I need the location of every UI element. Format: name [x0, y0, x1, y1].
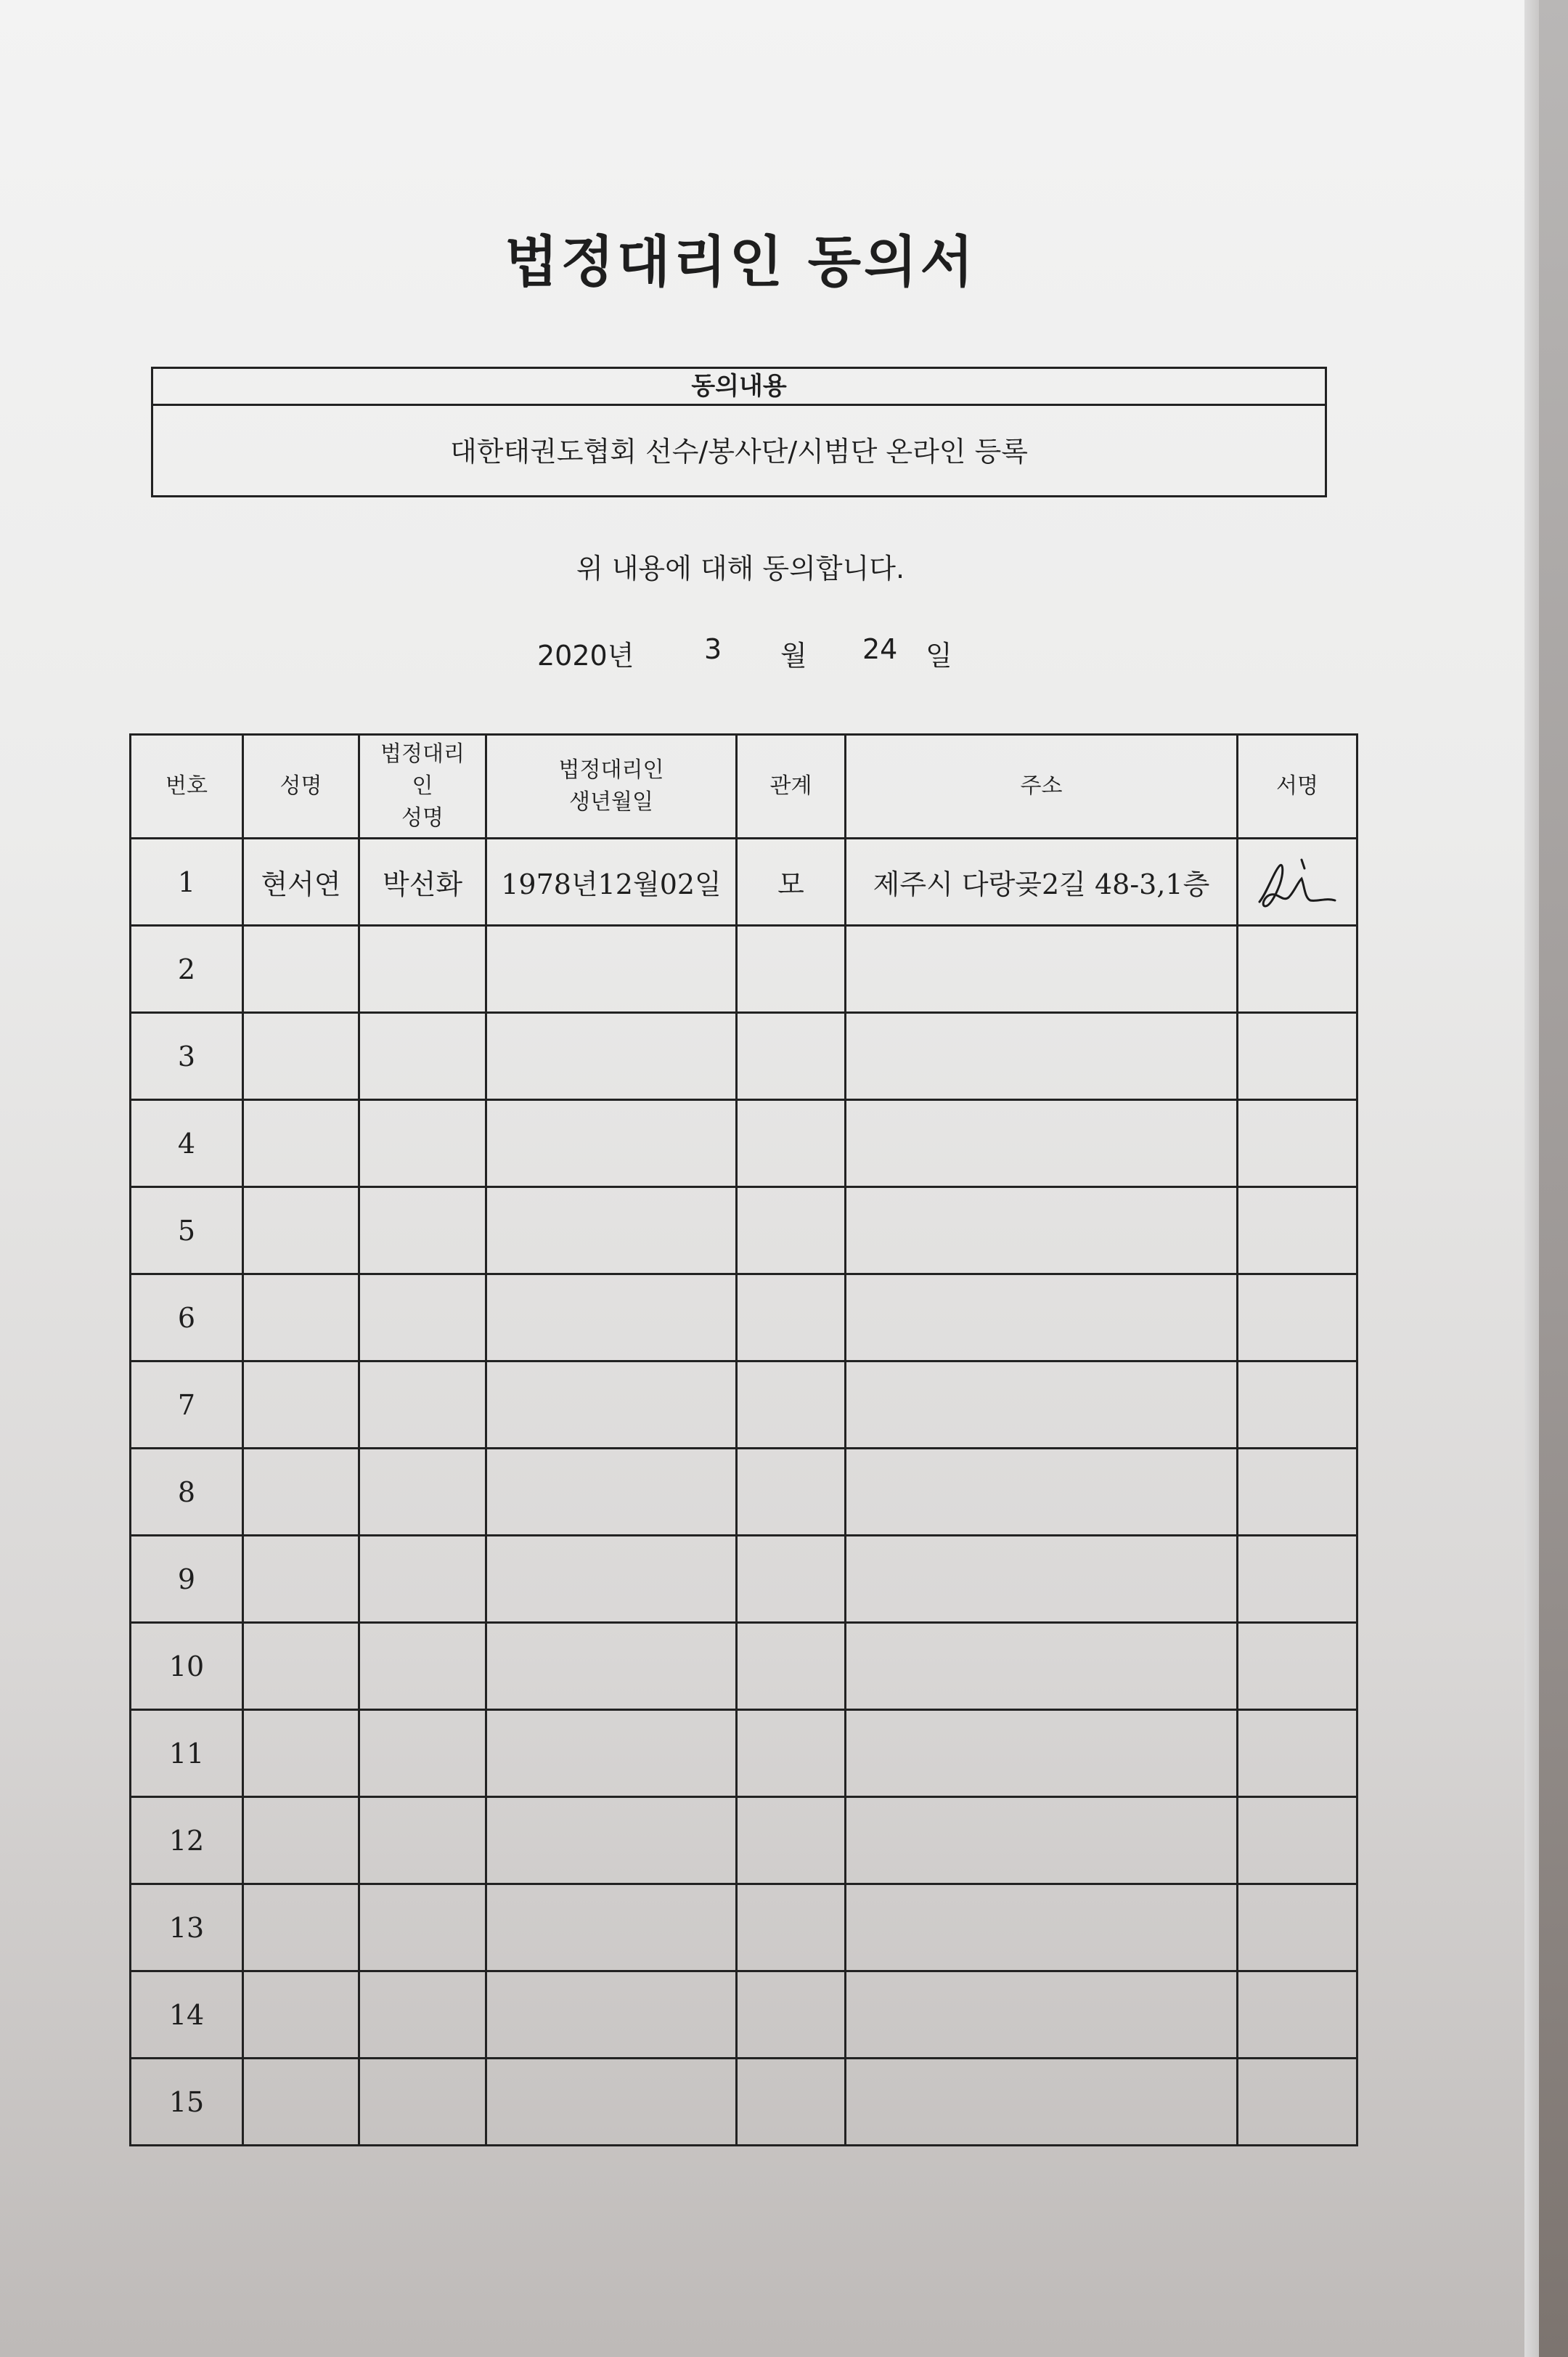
table-row — [131, 1710, 1357, 1797]
cell-name — [243, 1449, 359, 1536]
table-row — [131, 2059, 1357, 2146]
cell-guardian-birth — [486, 1623, 737, 1710]
cell-signature — [1238, 1797, 1357, 1884]
cell-signature — [1238, 1710, 1357, 1797]
cell-name — [243, 1884, 359, 1971]
cell-guardian-birth — [486, 1971, 737, 2059]
cell-signature — [1238, 1536, 1357, 1623]
cell-no: 6 — [131, 1274, 243, 1361]
cell-address — [846, 1449, 1238, 1536]
cell-signature — [1238, 1623, 1357, 1710]
cell-guardian-birth — [486, 1797, 737, 1884]
cell-guardian-name — [359, 1100, 486, 1187]
cell-no: 5 — [131, 1187, 243, 1274]
cell-no: 11 — [131, 1710, 243, 1797]
cell-relation — [737, 1623, 846, 1710]
cell-guardian-birth — [486, 1710, 737, 1797]
cell-name — [243, 1361, 359, 1449]
cell-address — [846, 1013, 1238, 1100]
cell-guardian-name — [359, 1623, 486, 1710]
cell-name — [243, 1536, 359, 1623]
header-no: 번호 — [131, 735, 243, 839]
cell-relation — [737, 1710, 846, 1797]
cell-guardian-name — [359, 926, 486, 1013]
cell-name — [243, 1797, 359, 1884]
cell-no: 8 — [131, 1449, 243, 1536]
cell-name — [243, 1187, 359, 1274]
table-row — [131, 926, 1357, 1013]
cell-guardian-birth — [486, 1100, 737, 1187]
cell-address — [846, 1536, 1238, 1623]
cell-no: 3 — [131, 1013, 243, 1100]
cell-guardian-birth: 1978년12월02일 — [486, 839, 737, 926]
cell-relation: 모 — [737, 839, 846, 926]
cell-relation — [737, 1536, 846, 1623]
consent-content: 대한태권도협회 선수/봉사단/시범단 온라인 등록 — [449, 436, 1028, 468]
cell-guardian-name — [359, 1797, 486, 1884]
cell-name — [243, 1013, 359, 1100]
cell-relation — [737, 1449, 846, 1536]
cell-address — [846, 926, 1238, 1013]
header-relation: 관계 — [737, 735, 846, 839]
table-row — [131, 1361, 1357, 1449]
cell-guardian-name — [359, 1971, 486, 2059]
cell-signature — [1238, 1100, 1357, 1187]
cell-relation — [737, 1971, 846, 2059]
cell-address — [846, 1187, 1238, 1274]
cell-relation — [737, 1884, 846, 1971]
cell-guardian-birth — [486, 1536, 737, 1623]
cell-signature — [1238, 1971, 1357, 2059]
cell-guardian-birth — [486, 1274, 737, 1361]
cell-signature — [1238, 1361, 1357, 1449]
table-row — [131, 1449, 1357, 1536]
cell-signature — [1238, 839, 1357, 926]
consent-header: 동의내용 — [153, 369, 1325, 406]
cell-name — [243, 1971, 359, 2059]
cell-relation — [737, 1797, 846, 1884]
cell-name — [243, 2059, 359, 2146]
cell-no: 14 — [131, 1971, 243, 2059]
header-guardian-name: 법정대리 인 성명 — [359, 735, 486, 839]
cell-address — [846, 1274, 1238, 1361]
cell-relation — [737, 1274, 846, 1361]
date-year: 2020년 — [537, 640, 634, 672]
cell-address — [846, 1971, 1238, 2059]
cell-no: 2 — [131, 926, 243, 1013]
cell-no: 12 — [131, 1797, 243, 1884]
cell-guardian-name — [359, 1710, 486, 1797]
cell-guardian-birth — [486, 1884, 737, 1971]
cell-guardian-name — [359, 2059, 486, 2146]
table-row — [131, 1100, 1357, 1187]
cell-guardian-name — [359, 1187, 486, 1274]
cell-signature — [1238, 1274, 1357, 1361]
cell-guardian-birth — [486, 1361, 737, 1449]
cell-guardian-name — [359, 1884, 486, 1971]
cell-address — [846, 1623, 1238, 1710]
cell-signature — [1238, 1884, 1357, 1971]
cell-address — [846, 1797, 1238, 1884]
agreement-statement: 위 내용에 대해 동의합니다. — [576, 553, 905, 585]
cell-signature — [1238, 2059, 1357, 2146]
cell-relation — [737, 1187, 846, 1274]
cell-guardian-birth — [486, 926, 737, 1013]
table-row — [131, 1884, 1357, 1971]
document-title: 법정대리인 동의서 — [505, 229, 976, 294]
cell-no: 15 — [131, 2059, 243, 2146]
cell-no: 1 — [131, 839, 243, 926]
cell-no: 4 — [131, 1100, 243, 1187]
cell-address — [846, 1361, 1238, 1449]
table-row — [131, 1013, 1357, 1100]
cell-name — [243, 1623, 359, 1710]
cell-guardian-birth — [486, 1449, 737, 1536]
cell-name: 현서연 — [243, 839, 359, 926]
cell-signature — [1238, 1187, 1357, 1274]
date-day: 24 — [862, 633, 898, 665]
cell-guardian-name — [359, 1361, 486, 1449]
cell-guardian-name — [359, 1449, 486, 1536]
cell-signature — [1238, 1449, 1357, 1536]
cell-no: 13 — [131, 1884, 243, 1971]
cell-guardian-birth — [486, 2059, 737, 2146]
table-header-row — [131, 735, 1357, 839]
paper-stack-edge — [1524, 0, 1539, 2357]
cell-name — [243, 1274, 359, 1361]
cell-name — [243, 1100, 359, 1187]
cell-no: 7 — [131, 1361, 243, 1449]
table-row — [131, 1187, 1357, 1274]
table-row — [131, 1797, 1357, 1884]
table-row — [131, 1971, 1357, 2059]
cell-guardian-birth — [486, 1187, 737, 1274]
date-month: 3 — [704, 633, 722, 665]
cell-address: 제주시 다랑곶2길 48-3,1층 — [846, 839, 1238, 926]
consent-box — [151, 367, 1327, 497]
cell-relation — [737, 926, 846, 1013]
cell-signature — [1238, 926, 1357, 1013]
cell-guardian-name: 박선화 — [359, 839, 486, 926]
cell-relation — [737, 1100, 846, 1187]
cell-name — [243, 1710, 359, 1797]
cell-relation — [737, 1361, 846, 1449]
cell-guardian-name — [359, 1536, 486, 1623]
guardian-table — [129, 733, 1356, 2146]
cell-address — [846, 2059, 1238, 2146]
header-address: 주소 — [846, 735, 1238, 839]
cell-guardian-name — [359, 1013, 486, 1100]
date-day-unit: 일 — [926, 640, 952, 672]
header-name: 성명 — [243, 735, 359, 839]
header-signature: 서명 — [1238, 735, 1357, 839]
cell-signature — [1238, 1013, 1357, 1100]
header-guardian-birth: 법정대리인 생년월일 — [486, 735, 737, 839]
table-row — [131, 1274, 1357, 1361]
signature-mark — [1254, 850, 1341, 915]
cell-no: 10 — [131, 1623, 243, 1710]
cell-address — [846, 1710, 1238, 1797]
cell-guardian-birth — [486, 1013, 737, 1100]
cell-relation — [737, 2059, 846, 2146]
table-row — [131, 839, 1357, 926]
cell-guardian-name — [359, 1274, 486, 1361]
cell-relation — [737, 1013, 846, 1100]
date-month-unit: 월 — [780, 640, 807, 672]
cell-name — [243, 926, 359, 1013]
cell-no: 9 — [131, 1536, 243, 1623]
cell-address — [846, 1100, 1238, 1187]
table-row — [131, 1623, 1357, 1710]
table-row — [131, 1536, 1357, 1623]
cell-address — [846, 1884, 1238, 1971]
